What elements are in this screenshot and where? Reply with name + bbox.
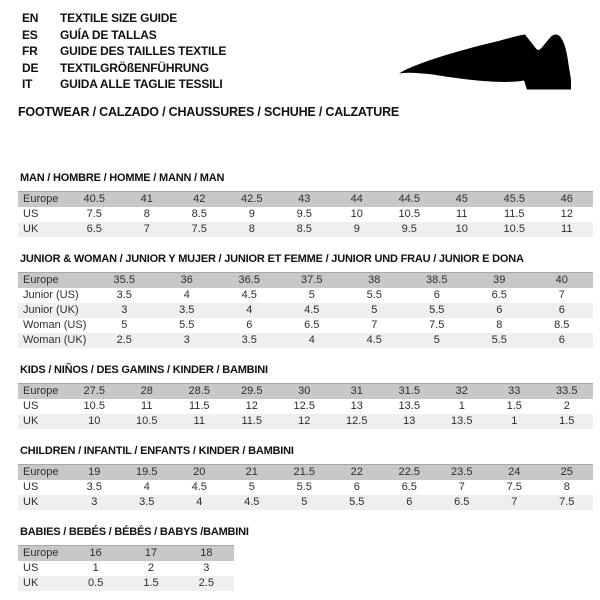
size-table-row <box>18 399 593 414</box>
size-column-header: 32 <box>455 385 468 397</box>
size-column-header: 17 <box>144 547 158 559</box>
row-label: UK <box>23 415 39 427</box>
size-value-cell: 5.5 <box>429 304 445 316</box>
size-column-header: 38 <box>368 274 381 286</box>
language-row-fr <box>22 43 226 60</box>
size-value-cell: 5.5 <box>366 289 382 301</box>
size-table-header-row <box>18 384 593 400</box>
size-value-cell: 6 <box>496 304 503 316</box>
section-children <box>0 445 600 510</box>
size-value-cell: 11.5 <box>241 415 263 427</box>
size-value-cell: 7.5 <box>559 496 575 508</box>
size-column-header: 19.5 <box>136 466 158 478</box>
size-column-header: 22.5 <box>398 466 420 478</box>
size-value-cell: 12.5 <box>293 400 315 412</box>
size-table-row <box>18 576 234 591</box>
row-label: US <box>23 481 39 493</box>
size-value-cell: 8 <box>143 208 150 220</box>
language-title: TEXTILE SIZE GUIDE <box>60 11 178 25</box>
section-babies <box>0 526 600 591</box>
size-value-cell: 6 <box>353 481 360 493</box>
size-value-cell: 8 <box>563 481 570 493</box>
size-column-header: 42 <box>193 193 206 205</box>
size-table-row <box>18 414 593 429</box>
size-value-cell: 5.5 <box>179 319 195 331</box>
size-value-cell: 3.5 <box>179 304 195 316</box>
size-column-header: 21.5 <box>293 466 315 478</box>
size-value-cell: 13 <box>350 400 363 412</box>
size-column-header: 23.5 <box>451 466 473 478</box>
size-column-header: 35.5 <box>113 274 135 286</box>
size-value-cell: 10 <box>88 415 101 427</box>
size-column-header: 21 <box>245 466 258 478</box>
size-column-header: 22 <box>350 466 363 478</box>
size-value-cell: 3 <box>121 304 128 316</box>
section-kids <box>0 364 600 429</box>
size-value-cell: 3.5 <box>241 334 257 346</box>
size-value-cell: 11.5 <box>503 208 525 220</box>
size-column-header: 31.5 <box>398 385 420 397</box>
size-value-cell: 4 <box>246 304 253 316</box>
size-value-cell: 3 <box>91 496 98 508</box>
language-code: FR <box>22 44 38 59</box>
size-value-cell: 6 <box>558 304 565 316</box>
size-value-cell: 5.5 <box>349 496 365 508</box>
size-column-header: 36.5 <box>238 274 260 286</box>
size-column-header: 40 <box>555 274 568 286</box>
size-table-junior-woman <box>18 272 593 348</box>
section-title-children: CHILDREN / INFANTIL / ENFANTS / KINDER / BAMBINI <box>20 445 294 457</box>
language-code: DE <box>22 60 39 75</box>
size-value-cell: 10.5 <box>398 208 420 220</box>
size-value-cell: 5.5 <box>296 481 312 493</box>
row-label: Europe <box>23 193 59 205</box>
row-label: Woman (UK) <box>23 334 87 346</box>
section-title-kids: KIDS / NIÑOS / DES GAMINS / KINDER / BAMBINI <box>20 364 268 376</box>
size-value-cell: 6.5 <box>491 289 507 301</box>
size-column-header: 33 <box>508 385 521 397</box>
size-value-cell: 7.5 <box>191 223 207 235</box>
size-table-kids <box>18 383 593 429</box>
size-value-cell: 6.5 <box>86 223 102 235</box>
size-value-cell: 12.5 <box>346 415 368 427</box>
size-table-row <box>18 495 593 510</box>
size-value-cell: 3.5 <box>116 289 132 301</box>
size-column-header: 19 <box>88 466 101 478</box>
size-value-cell: 7.5 <box>86 208 102 220</box>
size-column-header: 44.5 <box>398 193 420 205</box>
language-code: ES <box>22 27 38 42</box>
size-value-cell: 11.5 <box>188 400 210 412</box>
size-value-cell: 13.5 <box>398 400 420 412</box>
size-value-cell: 13 <box>403 415 416 427</box>
size-column-header: 46 <box>560 193 573 205</box>
size-column-header: 45 <box>455 193 468 205</box>
size-value-cell: 9 <box>248 208 255 220</box>
size-column-header: 42.5 <box>241 193 263 205</box>
size-value-cell: 7 <box>458 481 465 493</box>
size-value-cell: 12 <box>298 415 311 427</box>
size-column-header: 39 <box>493 274 506 286</box>
size-value-cell: 2 <box>147 562 155 574</box>
size-value-cell: 6.5 <box>454 496 470 508</box>
size-value-cell: 4 <box>196 496 203 508</box>
language-code: EN <box>22 11 39 25</box>
size-value-cell: 11 <box>456 208 468 220</box>
size-table-babies <box>18 545 234 591</box>
row-label: Europe <box>23 466 59 478</box>
size-column-header: 24 <box>508 466 521 478</box>
size-value-cell: 10.5 <box>136 415 158 427</box>
size-value-cell: 7 <box>511 496 518 508</box>
row-label: US <box>23 562 39 574</box>
size-value-cell: 6 <box>558 334 565 346</box>
size-column-header: 33.5 <box>556 385 578 397</box>
size-value-cell: 8.5 <box>191 208 207 220</box>
row-label: UK <box>23 496 39 508</box>
size-value-cell: 6.5 <box>304 319 320 331</box>
size-value-cell: 9 <box>353 223 360 235</box>
size-value-cell: 8 <box>248 223 255 235</box>
size-value-cell: 6.5 <box>401 481 417 493</box>
size-value-cell: 7.5 <box>429 319 445 331</box>
size-value-cell: 4.5 <box>241 289 257 301</box>
row-label: US <box>23 400 39 412</box>
size-value-cell: 4 <box>143 481 150 493</box>
size-column-header: 25 <box>560 466 573 478</box>
language-title: GUÍA DE TALLAS <box>60 27 157 42</box>
size-table-row <box>18 333 593 348</box>
size-value-cell: 6 <box>406 496 413 508</box>
size-value-cell: 11 <box>561 223 573 235</box>
size-column-header: 18 <box>200 547 213 559</box>
dress-shoe-icon <box>393 26 578 104</box>
language-title: GUIDA ALLE TAGLIE TESSILI <box>60 77 223 92</box>
row-label: Europe <box>23 274 59 286</box>
size-value-cell: 5.5 <box>491 334 507 346</box>
size-value-cell: 7.5 <box>506 481 522 493</box>
size-value-cell: 13.5 <box>451 415 473 427</box>
size-column-header: 45.5 <box>503 193 525 205</box>
category-heading: FOOTWEAR / CALZADO / CHAUSSURES / SCHUHE / CALZATURE <box>18 105 400 119</box>
row-label: UK <box>23 577 39 589</box>
size-value-cell: 12 <box>245 400 258 412</box>
size-value-cell: 11 <box>193 415 205 427</box>
size-tables-container <box>0 164 600 591</box>
size-value-cell: 2.5 <box>198 577 214 589</box>
size-value-cell: 4.5 <box>366 334 382 346</box>
size-column-header: 28 <box>140 385 153 397</box>
language-row-de <box>22 60 226 77</box>
size-table-man <box>18 191 593 237</box>
section-man <box>0 172 600 237</box>
row-label: Europe <box>23 547 59 559</box>
size-value-cell: 1 <box>458 400 465 412</box>
size-table-row <box>18 561 234 576</box>
size-column-header: 28.5 <box>188 385 210 397</box>
size-column-header: 27.5 <box>83 385 105 397</box>
size-value-cell: 3.5 <box>86 481 102 493</box>
size-value-cell: 3 <box>183 334 190 346</box>
language-title-block <box>22 10 226 93</box>
size-value-cell: 3 <box>203 562 210 574</box>
size-table-header-row <box>18 273 593 289</box>
language-title: TEXTILGRÖßENFÜHRUNG <box>60 60 209 75</box>
size-value-cell: 8.5 <box>296 223 312 235</box>
size-column-header: 43 <box>298 193 311 205</box>
size-value-cell: 8.5 <box>554 319 570 331</box>
size-table-row <box>18 318 593 333</box>
size-table-header-row <box>18 465 593 481</box>
size-value-cell: 5 <box>301 496 308 508</box>
size-column-header: 20 <box>193 466 206 478</box>
size-value-cell: 9.5 <box>296 208 312 220</box>
size-value-cell: 10 <box>455 223 468 235</box>
size-value-cell: 1.5 <box>143 577 159 589</box>
size-value-cell: 4 <box>183 289 190 301</box>
row-label: Junior (US) <box>23 289 79 301</box>
row-label: Junior (UK) <box>23 304 79 316</box>
size-value-cell: 12 <box>560 208 573 220</box>
size-table-row <box>18 480 593 495</box>
row-label: Europe <box>23 385 59 397</box>
language-code: IT <box>22 77 33 92</box>
size-value-cell: 1 <box>511 415 518 427</box>
language-row-en <box>22 10 226 27</box>
language-row-es <box>22 27 226 44</box>
size-value-cell: 4 <box>308 334 315 346</box>
row-label: UK <box>23 223 39 235</box>
size-table-children <box>18 464 593 510</box>
size-value-cell: 1.5 <box>559 415 575 427</box>
size-value-cell: 5 <box>121 319 128 331</box>
size-value-cell: 7 <box>143 223 150 235</box>
size-value-cell: 9.5 <box>401 223 417 235</box>
size-column-header: 31 <box>350 385 363 397</box>
size-value-cell: 10 <box>350 208 363 220</box>
language-row-it <box>22 76 226 93</box>
size-value-cell: 5 <box>371 304 378 316</box>
size-table-header-row <box>18 546 234 562</box>
language-title: GUIDE DES TAILLES TEXTILE <box>60 44 227 59</box>
size-table-row <box>18 303 593 318</box>
size-column-header: 41 <box>140 193 153 205</box>
size-table-header-row <box>18 192 593 208</box>
size-value-cell: 6 <box>246 319 253 331</box>
section-title-babies: BABIES / BEBÉS / BÉBÉS / BABYS /BAMBINI <box>20 526 249 538</box>
size-value-cell: 10.5 <box>503 223 525 235</box>
size-column-header: 16 <box>89 547 102 559</box>
size-value-cell: 3.5 <box>139 496 155 508</box>
size-value-cell: 11 <box>141 400 153 412</box>
row-label: US <box>23 208 39 220</box>
section-title-man: MAN / HOMBRE / HOMME / MANN / MAN <box>20 172 225 184</box>
size-column-header: 36 <box>180 274 193 286</box>
size-value-cell: 6 <box>433 289 440 301</box>
size-value-cell: 4.5 <box>191 481 207 493</box>
size-value-cell: 1.5 <box>506 400 522 412</box>
size-table-row <box>18 207 593 222</box>
size-value-cell: 0.5 <box>88 577 104 589</box>
size-value-cell: 10.5 <box>83 400 105 412</box>
row-label: Woman (US) <box>23 319 87 331</box>
size-table-row <box>18 288 593 303</box>
size-value-cell: 2.5 <box>116 334 132 346</box>
size-value-cell: 1 <box>92 562 99 574</box>
size-table-row <box>18 222 593 237</box>
size-column-header: 37.5 <box>301 274 323 286</box>
section-title-junior-woman: JUNIOR & WOMAN / JUNIOR Y MUJER / JUNIOR ET FEMME / JUNIOR UND FRAU / JUNIOR E DONA <box>20 253 524 265</box>
size-value-cell: 5 <box>308 289 315 301</box>
size-column-header: 44 <box>350 193 363 205</box>
size-column-header: 30 <box>298 385 311 397</box>
size-value-cell: 2 <box>563 400 570 412</box>
size-value-cell: 4.5 <box>244 496 260 508</box>
size-value-cell: 7 <box>371 319 378 331</box>
size-value-cell: 8 <box>496 319 503 331</box>
size-value-cell: 7 <box>558 289 565 301</box>
section-junior-woman <box>0 253 600 348</box>
size-column-header: 38.5 <box>426 274 448 286</box>
size-column-header: 40.5 <box>83 193 105 205</box>
size-value-cell: 4.5 <box>304 304 320 316</box>
size-value-cell: 5 <box>248 481 255 493</box>
size-value-cell: 5 <box>433 334 440 346</box>
size-column-header: 29.5 <box>241 385 263 397</box>
